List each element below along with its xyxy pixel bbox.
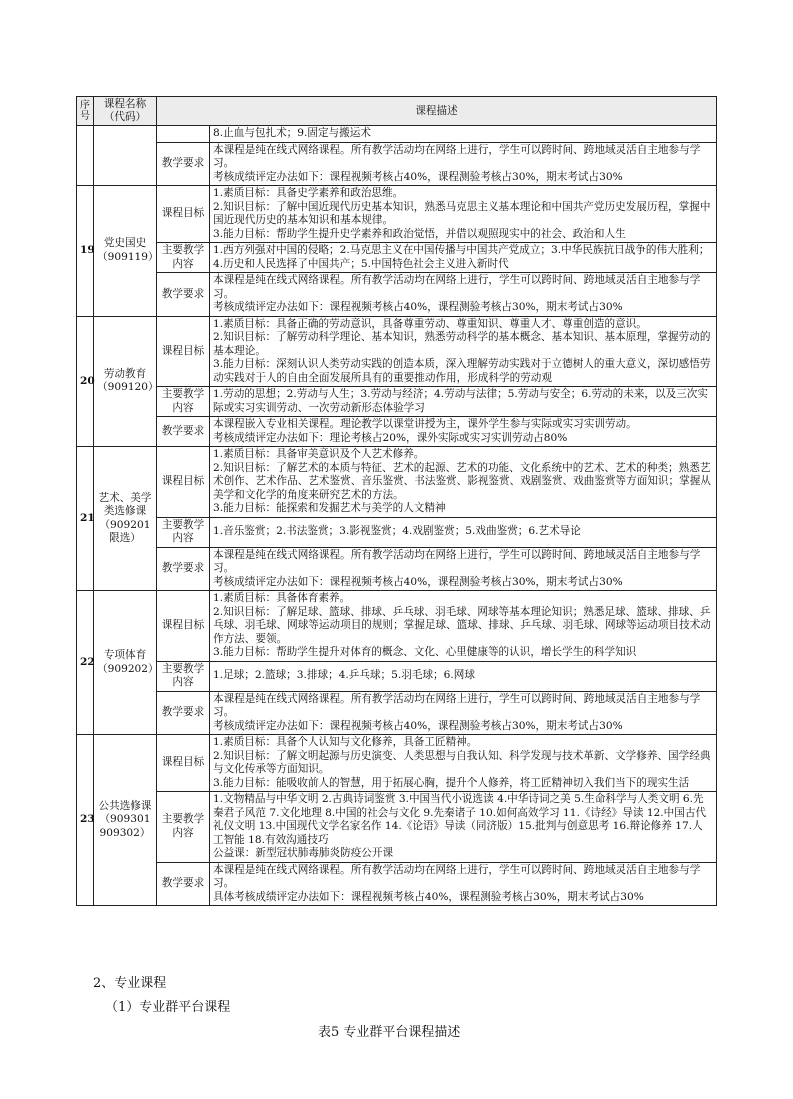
section-heading: 2、专业课程 — [93, 976, 167, 991]
course-name: 艺术、美学类选修课（909201限选） — [94, 447, 157, 591]
table-row-content — [77, 243, 717, 273]
goal-line: 1.素质目标：具备个人认知与文化修养，具备工匠精神。 — [213, 736, 478, 748]
content-desc — [210, 387, 717, 417]
goal-line: 2.知识目标：了解艺术的本质与特征、艺术的起源、艺术的功能、文化系统中的艺术、艺术的种类；熟悉艺术创作、艺术作品、艺术鉴赏、音乐鉴赏、书法鉴赏、影视鉴赏、戏剧鉴赏、戏曲鉴赏等方面知识；掌握从美学和文化学的角度来研究艺术的方法。 — [213, 461, 711, 501]
goal-desc — [210, 316, 717, 387]
table-row-course — [77, 186, 717, 243]
table-body — [77, 126, 717, 906]
req-line: 考核成绩评定办法如下：课程视频考核占40%，课程测验考核占30%，期末考试占30% — [213, 719, 623, 732]
req-label: 教学要求 — [157, 547, 210, 591]
content-label: 主要教学内容 — [157, 661, 210, 691]
goal-line: 3.能力目标：帮助学生提升史学素养和政治觉悟，并借以观照现实中的社会、政治和人生 — [213, 227, 626, 240]
content-label: 主要教学内容 — [157, 243, 210, 273]
header-no: 序号 — [77, 97, 94, 126]
req-desc — [210, 691, 717, 735]
content-line: 1.劳动的思想；2.劳动与人生；3.劳动与经济；4.劳动与法律；5.劳动与安全；6.劳动的未来，以及三次实际或实习实训劳动、一次劳动新形态体验学习 — [213, 388, 708, 414]
req-label: 教学要求 — [157, 417, 210, 447]
table-row-course — [77, 591, 717, 662]
goal-line: 1.素质目标：具备史学素养和政治思维。 — [213, 187, 404, 199]
header-course-desc: 课程描述 — [157, 97, 717, 126]
req-desc — [210, 862, 717, 906]
course-number: 21 — [77, 447, 94, 591]
goal-line: 2.知识目标：了解文明起源与历史演变、人类思想与自我认知、科学发现与技术革新、文学修养、国学经典与文化传承等方面知识。 — [213, 749, 711, 775]
req-line: 考核成绩评定办法如下：理论考核占20%，课外实际或实习实训劳动占80% — [213, 431, 568, 444]
goal-label: 课程目标 — [157, 447, 210, 518]
content-label: 主要教学内容 — [157, 387, 210, 417]
req-line: 本课程嵌入专业相关课程。理论教学以课堂讲授为主，课外学生参与实际或实习实训劳动。 — [213, 418, 637, 430]
req-desc — [210, 547, 717, 591]
goal-label: 课程目标 — [157, 591, 210, 662]
content-desc — [210, 661, 717, 691]
goal-line: 2.知识目标：了解中国近现代历史基本知识，熟悉马克思主义基本理论和中国共产党历史发展历程，掌握中国近现代历史的基本知识和基本规律。 — [213, 200, 711, 226]
req-line: 本课程是纯在线式网络课程。所有教学活动均在网络上进行，学生可以跨时间、跨地域灵活自主地参与学习。 — [213, 863, 701, 889]
course-name: 党史国史（909119） — [94, 186, 157, 317]
goal-line: 3.能力目标：帮助学生提升对体育的概念、文化、心里健康等的认识，增长学生的科学知识 — [213, 646, 637, 658]
content-line: 1.足球；2.篮球；3.排球；4.乒乓球；5.羽毛球；6.网球 — [213, 669, 475, 682]
course-number: 23 — [77, 735, 94, 906]
goal-line: 3.能力目标：能探索和发掘艺术与美学的人文精神 — [213, 502, 446, 514]
course-name: 专项体育（909202） — [94, 591, 157, 735]
goal-desc — [210, 447, 717, 518]
table-row-content — [77, 792, 717, 863]
table-row-course — [77, 447, 717, 518]
content-desc — [210, 517, 717, 547]
content-line: 1.文物精品与中华文明 2.古典诗词鉴赏 3.中国当代小说选读 4.中华诗词之美 5.生命科学与人类文明 6.先秦君子风范 7.文化地理 8.中国的社会与文化 9.先秦诸子 10.如何高效学习 11.《诗经》导读 12.中国古代礼仪文明 13.中国现代文学名家名作 14.《论语》导读（同济版）15.批判与创意思考 16.辩论修养 17.人工智能 18.有效沟通技巧 — [213, 793, 707, 846]
header-course-name: 课程名称（代码） — [94, 97, 157, 126]
content-line: 1.音乐鉴赏；2.书法鉴赏；3.影视鉴赏；4.戏剧鉴赏；5.戏曲鉴赏；6.艺术导论 — [213, 525, 581, 538]
req-line: 本课程是纯在线式网络课程。所有教学活动均在网络上进行，学生可以跨时间、跨地域灵活自主地参与学习。 — [213, 692, 701, 718]
table-row-continuation-req — [77, 142, 717, 186]
cell-name-empty — [94, 126, 157, 186]
cell-sub-empty — [157, 126, 210, 143]
table-row-continuation — [77, 126, 717, 143]
goal-desc — [210, 735, 717, 792]
course-name: 公共选修课（909301 909302） — [94, 735, 157, 906]
req-line: 本课程是纯在线式网络课程。所有教学活动均在网络上进行，学生可以跨时间、跨地域灵活自主地参与学习。 — [213, 143, 701, 169]
goal-line: 3.能力目标：能吸收前人的智慧，用于拓展心胸，提升个人修养，将工匠精神切入我们当下的现实生活 — [213, 776, 690, 789]
table-row-requirement — [77, 547, 717, 591]
goal-desc — [210, 186, 717, 243]
req-line: 本课程是纯在线式网络课程。所有教学活动均在网络上进行，学生可以跨时间、跨地域灵活自主地参与学习。 — [213, 548, 701, 574]
table-row-course — [77, 735, 717, 792]
req-line: 考核成绩评定办法如下：课程视频考核占40%，课程测验考核占30%，期末考试占30% — [213, 170, 623, 183]
table-row-content — [77, 661, 717, 691]
content-line: 1.西方列强对中国的侵略；2.马克思主义在中国传播与中国共产党成立；3.中华民族抗日战争的伟大胜利；4.历史和人民选择了中国共产；5.中国特色社会主义进入新时代 — [213, 244, 710, 270]
goal-label: 课程目标 — [157, 316, 210, 387]
goal-line: 3.能力目标：深刻认识人类劳动实践的创造本质，深入理解劳动实践对于立德树人的重大意义，深切感悟劳动实践对于人的自由全面发展所具有的重要推动作用，形成科学的劳动观 — [213, 358, 711, 384]
content-label: 主要教学内容 — [157, 517, 210, 547]
cell-req-desc — [210, 142, 717, 186]
cell-no-empty — [77, 126, 94, 186]
subsection-heading: （1）专业群平台课程 — [105, 1000, 231, 1015]
goal-line: 1.素质目标：具备体育素养。 — [213, 592, 351, 604]
table-header-row — [77, 97, 717, 126]
req-line: 考核成绩评定办法如下：课程视频考核占40%，课程测验考核占30%，期末考试占30% — [213, 301, 623, 313]
goal-label: 课程目标 — [157, 186, 210, 243]
req-label: 教学要求 — [157, 691, 210, 735]
goal-line: 1.素质目标：具备审美意识及个人艺术修养。 — [213, 448, 425, 460]
goal-line: 1.素质目标：具备正确的劳动意识，具备尊重劳动、尊重知识、尊重人才、尊重创造的意识。 — [213, 317, 647, 330]
req-line: 具体考核成绩评定办法如下：课程视频考核占40%，课程测验考核占30%，期末考试占30% — [213, 890, 644, 903]
req-line: 考核成绩评定办法如下：课程视频考核占40%，课程测验考核占30%，期末考试占30% — [213, 575, 623, 588]
table-row-course — [77, 316, 717, 387]
content-line: 公益课：新型冠状肺毒肺炎防疫公开课 — [213, 847, 394, 859]
table-row-content — [77, 517, 717, 547]
table-row-content — [77, 387, 717, 417]
course-description-table — [76, 96, 717, 906]
course-number: 22 — [77, 591, 94, 735]
content-desc — [210, 243, 717, 273]
req-desc — [210, 273, 717, 317]
table-row-requirement — [77, 273, 717, 317]
table-row-requirement — [77, 862, 717, 906]
req-desc — [210, 417, 717, 447]
content-desc — [210, 792, 717, 863]
goal-desc — [210, 591, 717, 662]
req-label: 教学要求 — [157, 862, 210, 906]
goal-label: 课程目标 — [157, 735, 210, 792]
req-line: 本课程是纯在线式网络课程。所有教学活动均在网络上进行，学生可以跨时间、跨地域灵活自主地参与学习。 — [213, 274, 701, 300]
course-number: 20 — [77, 316, 94, 447]
course-number: 19 — [77, 186, 94, 317]
cell-content-tail: 8.止血与包扎术；9.固定与搬运术 — [210, 126, 717, 143]
table-row-requirement — [77, 417, 717, 447]
goal-line: 2.知识目标：了解劳动科学理论、基本知识，熟悉劳动科学的基本概念、基本知识、基本原理，掌握劳动的基本理论。 — [213, 331, 711, 357]
course-name: 劳动教育（909120） — [94, 316, 157, 447]
goal-line: 2.知识目标：了解足球、篮球、排球、乒乓球、羽毛球、网球等基本理论知识；熟悉足球、篮球、排球、乒乓球、羽毛球、网球等运动项目的规则；掌握足球、篮球、排球、乒乓球、羽毛球、网球等运动项目技术动作方法、要领。 — [213, 605, 711, 645]
table-caption: 表5 专业群平台课程描述 — [318, 1025, 461, 1040]
cell-req-label: 教学要求 — [157, 142, 210, 186]
table-row-requirement — [77, 691, 717, 735]
content-label: 主要教学内容 — [157, 792, 210, 863]
req-label: 教学要求 — [157, 273, 210, 317]
